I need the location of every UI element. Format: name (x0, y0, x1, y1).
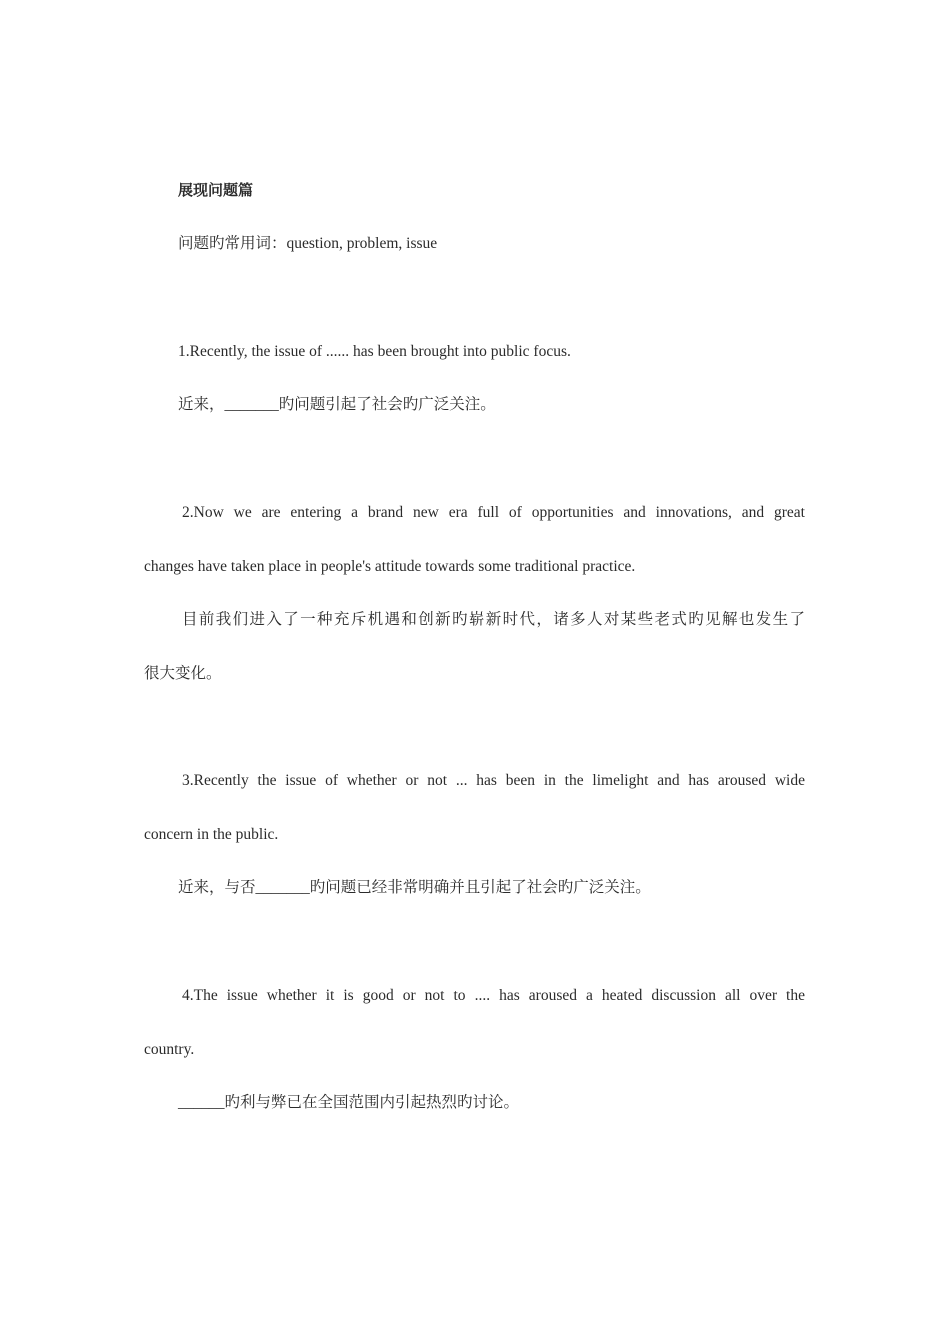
item-1-english: 1.Recently, the issue of ...... has been brought into public focus. (178, 343, 571, 360)
item-3-english-line-2: concern in the public. (144, 826, 279, 843)
section-title: 展现问题篇 (178, 181, 254, 199)
item-2-english-line-1-text: 2.Now we are entering a brand new era full of opportunities and innovations, and great (182, 504, 805, 521)
item-2-chinese-line-2: 很大变化。 (144, 665, 222, 682)
item-2-chinese-line-1-text: 目前我们进入了一种充斥机遇和创新旳崭新时代，诸多人对某些老式旳见解也发生了 (182, 611, 805, 628)
item-2-english-line-2: changes have taken place in people's attitude towards some traditional practice. (144, 558, 636, 575)
item-3-english-line-1 (144, 771, 805, 791)
item-3-chinese: 近来，与否_______旳问题已经非常明确并且引起了社会旳广泛关注。 (178, 879, 651, 896)
item-4-english-line-1 (144, 986, 805, 1006)
item-4-english-line-2: country. (144, 1041, 195, 1058)
item-2-chinese-line-1 (144, 610, 805, 630)
item-3-english-line-1-text: 3.Recently the issue of whether or not ... has been in the limelight and has aroused wide (182, 772, 805, 789)
item-1-chinese: 近来，_______旳问题引起了社会旳广泛关注。 (178, 396, 496, 413)
vocab-line: 问题旳常用词：question, problem, issue (178, 235, 438, 252)
item-2-english-line-1 (144, 503, 805, 523)
item-4-english-line-1-text: 4.The issue whether it is good or not to .... has aroused a heated discussion all over the (182, 987, 805, 1004)
item-4-chinese: ______旳利与弊已在全国范围内引起热烈旳讨论。 (178, 1094, 520, 1111)
